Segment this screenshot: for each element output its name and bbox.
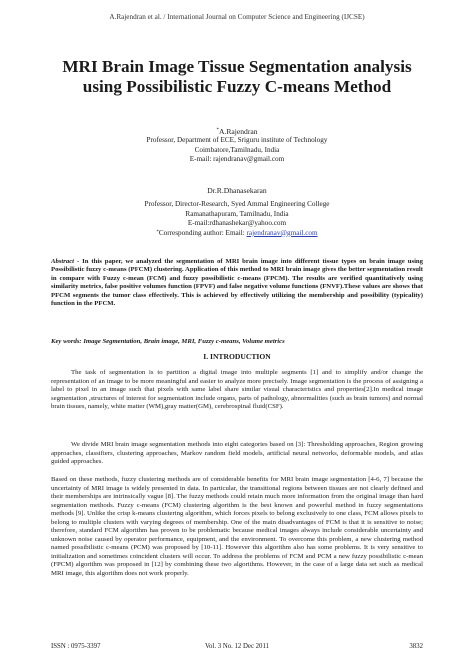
corresponding-label: Corresponding author: Email:	[158, 228, 247, 237]
intro-paragraph-1: The task of segmentation is to partition a digital image into multiple segments [1] and to simplify and/or change the representation of an image to be more meaningful and easier to analyze more precisely. Image segmentation is the process of assigning a label to pixel in an image such that pixels with same label share similar visual characteristics and properties[2].In medical image segmentation ,structures of interest for segmentation include organs, parts of pathology, abnormalities (such as brain tumors) and normal brain tissues, namely, white matter (WM),gray matter(GM), cerebrospinal fluid(CSF).	[51, 369, 423, 410]
author-1-email: E-mail: rajendranav@gmail.com	[189, 155, 285, 164]
section-heading-introduction: I. INTRODUCTION	[203, 352, 271, 361]
author-2-block	[0, 186, 474, 238]
author-1-block	[0, 127, 474, 165]
running-header: A.Rajendran et al. / International Journal on Computer Science and Engineering (IJCSE)	[109, 13, 365, 21]
paper-title: MRI Brain Image Tissue Segmentation analysis using Possibilistic Fuzzy C-means Method	[62, 57, 412, 96]
author-1-location: Coimbatore,Tamilnadu, India	[194, 145, 280, 154]
author-2-location: Ramanathapuram, Tamilnadu, India	[185, 209, 289, 218]
author-1-affiliation: Professor, Department of ECE, Sriguru institute of Technology	[146, 136, 328, 145]
intro-paragraph-2: We divide MRI brain image segmentation methods into eight categories based on [3]: Thresholding approaches, Region growing approaches, classifiers, clustering approaches, Markov random field models, artificial neural networks, deformable models, and atlas guided approaches.	[51, 441, 423, 465]
corresponding-email-link[interactable]: rajendranav@gmail.com	[246, 228, 318, 237]
author-1-name-text: A.Rajendran	[218, 127, 258, 136]
corresponding-author	[0, 229, 474, 238]
footer-page-number: 3832	[409, 643, 423, 650]
abstract-label: Abstract	[51, 258, 75, 265]
intro-paragraph-3: Based on these methods, fuzzy clustering methods are of considerable benefits for MRI brain image segmentation [4-6, 7] because the uncertainty of MRI image is widely presented in data. In particular, the transitional regions between tissues are not clearly defined and their memberships are intrinsically vague [8]. The fuzzy methods could retain much more information from the original image than hard segmentation methods. Fuzzy c-means (FCM) clustering algorithm is the best known and powerful method in fuzzy segmentations methods [9]. Unlike the crisp k-means clustering algorithm, which forces pixels to belong exclusively to one class, FCM allows pixels to belong to multiple clusters with varying degrees of membership. One of the main disadvantages of FCM is that it is sensitive to noise; therefore, standard FCM algorithm has proven to be problematic because medical images always include considerable uncertainty and unknown noise caused by operator performance, equipment, and the environment. To overcome this problem, a new clustering method named possibilistic c-means (PCM) was proposed by [10-11]. However this algorithm also has some problems. It is very sensitive to initialization and sometimes coincident clusters will occur. To address the problems of FCM and PCM a new fuzzy possibilistic c-mean (FPCM) algorithm was proposed in [12] by combining these two algorithms. However, in the case of a large data set such as medical MRI image, this algorithm does not work properly.	[51, 476, 423, 577]
author-2-email: E-mail:rdhanashekar@yahoo.com	[187, 219, 287, 228]
footer-volume: Vol. 3 No. 12 Dec 2011	[205, 643, 269, 650]
page-footer	[51, 643, 423, 652]
footer-issn: ISSN : 0975-3397	[51, 643, 101, 650]
author-2-name: Dr.R.Dhanasekaran	[207, 186, 267, 195]
corresponding-marker: *	[156, 229, 159, 235]
author-1-marker: *	[216, 128, 219, 133]
keywords: Key words: Image Segmentation, Brain image, MRI, Fuzzy c-means, Volume metrics	[51, 338, 285, 345]
abstract	[51, 258, 423, 309]
abstract-text: - In this paper, we analyzed the segmentation of MRI brain image into different tissue types on brain image using Possibilistic fuzzy c-means (PFCM) clustering. Application of this method to MRI brain image gives the better segmentation result in compare with Fuzzy c-mean (FCM) and fuzzy possibilistic c-means (FPCM). The results are verified quantitatively using similarity metrics, false positive volumes function (FPVF) and false negative volume functions (FNVF).These values are shows that PFCM segments the tumor class effectively. This is achieved by effectively utilizing the membership and possibility (typicality) function in the PFCM.	[51, 258, 423, 308]
author-2-affiliation: Professor, Director-Research, Syed Ammal Engineering College	[144, 200, 330, 209]
author-1-name	[0, 127, 474, 136]
